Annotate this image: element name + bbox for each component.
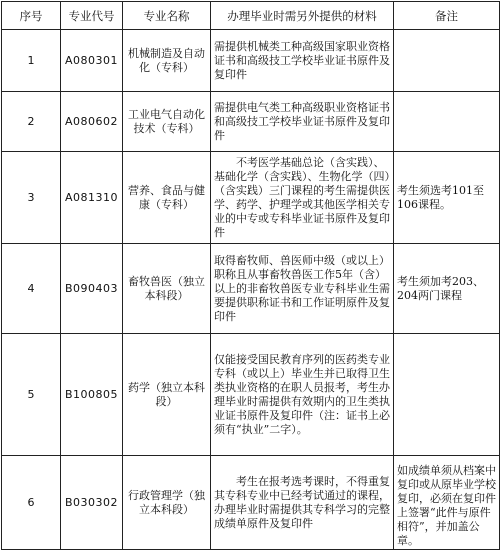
row-name: 行政管理学（独立本科段） [123,456,211,550]
row-materials: 需提供电气类工种高级职业资格证书和高级技工学校毕业证书原件及复印件 [211,92,394,152]
row-materials: 需提供机械类工种高级国家职业资格证书和高级技工学校毕业证书原件及复印件 [211,30,394,92]
row-no: 6 [2,456,61,550]
header-note: 备注 [394,2,500,30]
row-code: A080602 [61,92,123,152]
row-name: 营养、食品与健康（专科） [123,152,211,244]
table-row [2,92,500,152]
row-materials: 仅能接受国民教育序列的医药类专业专科（或以上）毕业生并已取得卫生类执业资格的在职人员报考，考生办理毕业时需提供有效期内的卫生类执业证书原件及复印件（注：证书上必须有“执业”二字）。 [211,334,394,456]
row-name: 机械制造及自动化（专科） [123,30,211,92]
row-note [394,92,500,152]
row-note [394,30,500,92]
row-no: 4 [2,244,61,334]
header-row [2,2,500,30]
row-materials: 考生在报考选考课时，不得重复其专科专业中已经考试通过的课程，办理毕业时需提供其专科学习的完整成绩单原件及复印件 [211,456,394,550]
table-row [2,152,500,244]
major-requirements-table [1,1,500,550]
header-no: 序号 [2,2,61,30]
row-code: B030302 [61,456,123,550]
row-note: 考生须加考203、204两门课程 [394,244,500,334]
table-row [2,30,500,92]
row-code: B090403 [61,244,123,334]
table-row [2,456,500,550]
header-code: 专业代号 [61,2,123,30]
row-note: 如成绩单须从档案中复印或从原毕业学校复印，必须在复印件上签署“此件与原件相符”，并加盖公章。 [394,456,500,550]
row-materials: 取得畜牧师、兽医师中级（或以上）职称且从事畜牧兽医工作5年（含）以上的非畜牧兽医专业专科毕业生需要提供职称证书和工作证明原件及复印件 [211,244,394,334]
table-row [2,244,500,334]
row-no: 5 [2,334,61,456]
table-row [2,334,500,456]
row-name: 工业电气自动化技术（专科） [123,92,211,152]
row-materials: 不考医学基础总论（含实践）、基础化学（含实践）、生物化学（四）（含实践）三门课程的考生需提供医学、药学、护理学或其他医学相关专业的中专或专科毕业证书原件及复印件 [211,152,394,244]
row-code: A081310 [61,152,123,244]
row-no: 2 [2,92,61,152]
row-name: 畜牧兽医（独立本科段） [123,244,211,334]
header-name: 专业名称 [123,2,211,30]
row-no: 3 [2,152,61,244]
row-note [394,334,500,456]
row-code: B100805 [61,334,123,456]
row-name: 药学（独立本科段） [123,334,211,456]
row-code: A080301 [61,30,123,92]
header-materials: 办理毕业时需另外提供的材料 [211,2,394,30]
row-no: 1 [2,30,61,92]
row-note: 考生须选考101至106课程。 [394,152,500,244]
